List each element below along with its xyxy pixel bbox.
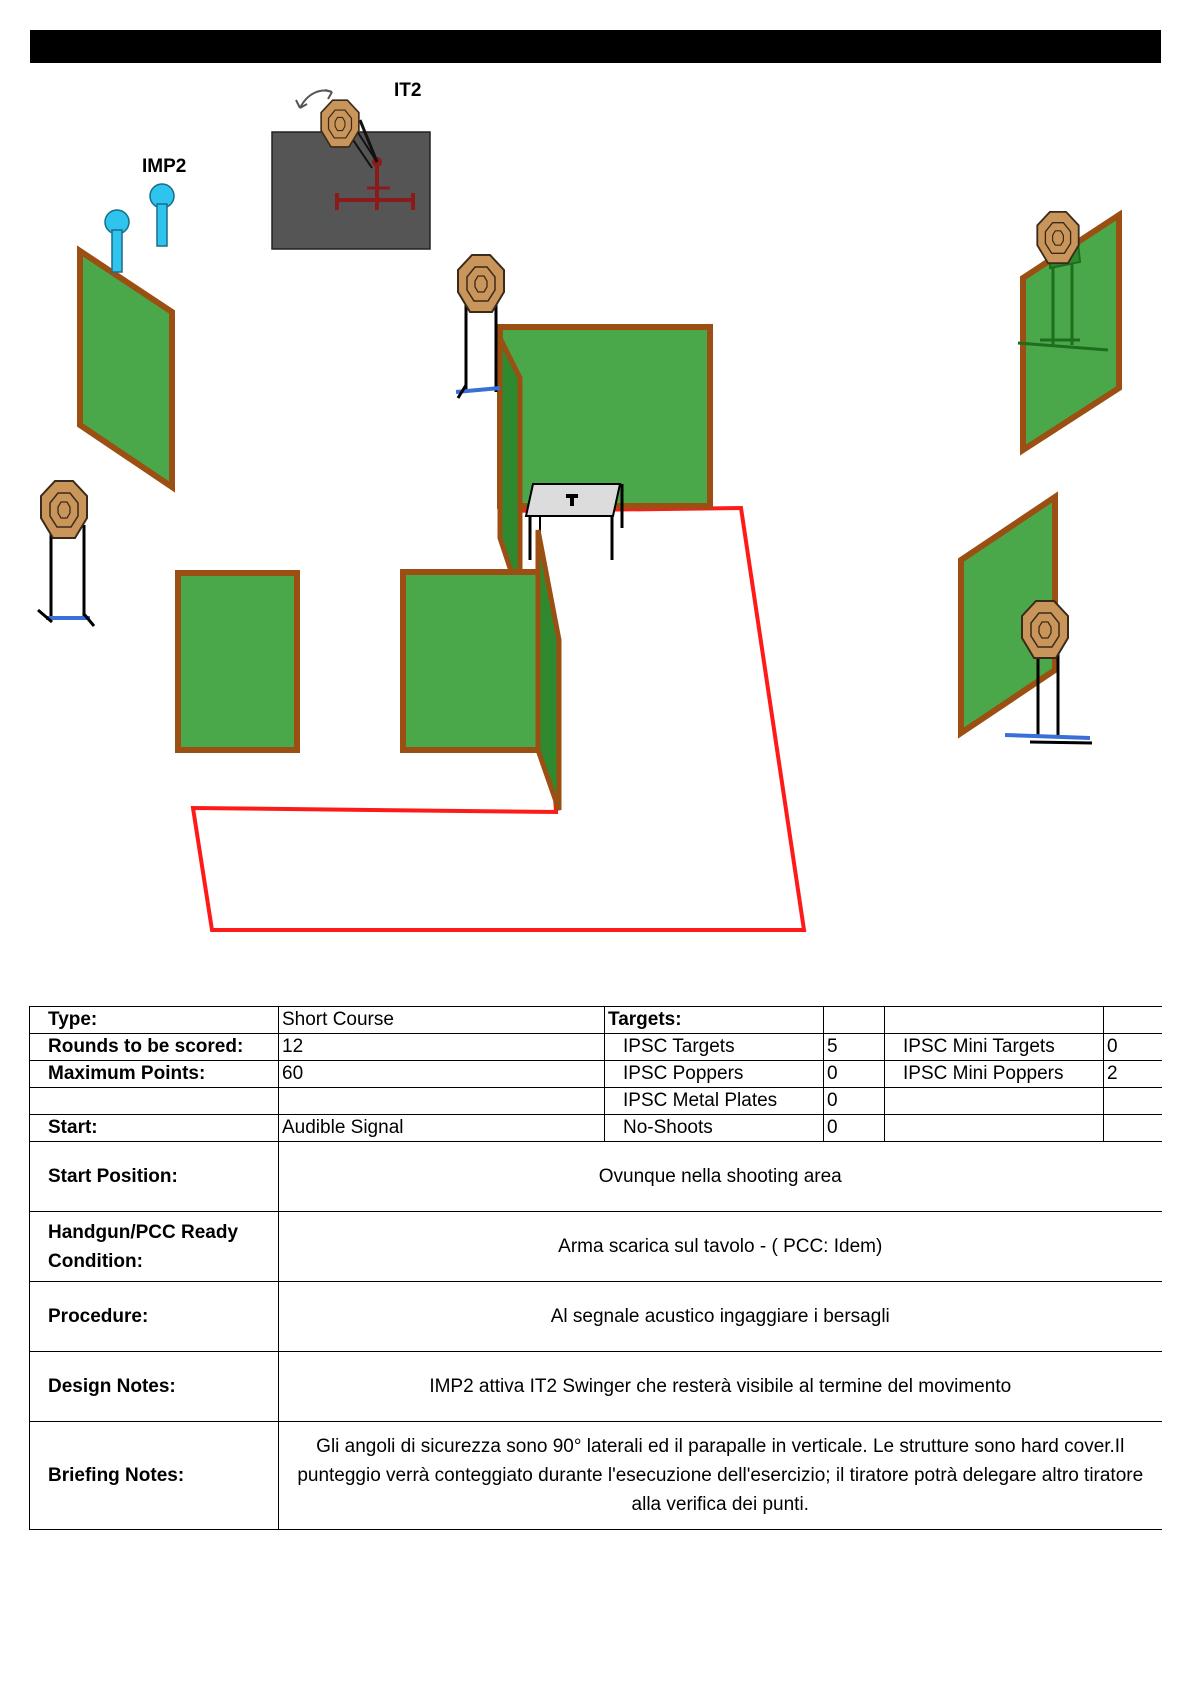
ipsc-targets-value: 5: [824, 1034, 885, 1061]
start-position-label: Start Position:: [30, 1142, 279, 1212]
imp2-mini-poppers: [105, 184, 174, 272]
mini-targets-label: IPSC Mini Targets: [885, 1034, 1104, 1061]
ipsc-poppers-value: 0: [824, 1061, 885, 1088]
ready-condition-value: Arma scarica sul tavolo - ( PCC: Idem): [279, 1212, 1162, 1282]
noshoots-label: No-Shoots: [605, 1115, 824, 1142]
maxpoints-value: 60: [279, 1061, 605, 1088]
cell-empty: [885, 1115, 1104, 1142]
ipsc-metal-value: 0: [824, 1088, 885, 1115]
design-notes-value: IMP2 attiva IT2 Swinger che resterà visibile al termine del movimento: [279, 1352, 1162, 1422]
ipsc-targets-label: IPSC Targets: [605, 1034, 824, 1061]
mini-targets-value: 0: [1104, 1034, 1162, 1061]
start-label: Start:: [30, 1115, 279, 1142]
cell-empty: [885, 1007, 1104, 1034]
label-it2: IT2: [394, 80, 422, 101]
targets-label: Targets:: [605, 1007, 824, 1034]
procedure-label: Procedure:: [30, 1282, 279, 1352]
wall-center-side: [500, 338, 520, 598]
procedure-value: Al segnale acustico ingaggiare i bersagli: [279, 1282, 1162, 1352]
rounds-value: 12: [279, 1034, 605, 1061]
mini-poppers-value: 2: [1104, 1061, 1162, 1088]
start-position-value: Ovunque nella shooting area: [279, 1142, 1162, 1212]
cell-empty: [1104, 1115, 1162, 1142]
rounds-label: Rounds to be scored:: [30, 1034, 279, 1061]
ready-condition-label: Handgun/PCC Ready Condition:: [30, 1212, 279, 1282]
cell-empty: [1104, 1088, 1162, 1115]
type-label: Type:: [30, 1007, 279, 1034]
cell-empty: [1104, 1007, 1162, 1034]
cell-empty: [885, 1088, 1104, 1115]
stage-info-table: [29, 1006, 1162, 1530]
cell-empty: [30, 1088, 279, 1115]
type-value: Short Course: [279, 1007, 605, 1034]
ipsc-poppers-label: IPSC Poppers: [605, 1061, 824, 1088]
maxpoints-label: Maximum Points:: [30, 1061, 279, 1088]
briefing-notes-value: Gli angoli di sicurezza sono 90° laterali ed il parapalle in verticale. Le strutture sono hard cover.Il punteggio verrà conteggiato durante l'esecuzione dell'esercizio; il tiratore potrà delegare altro tiratore alla verifica dei punti.: [279, 1422, 1162, 1530]
cell-empty: [279, 1088, 605, 1115]
wall-bottom-center: [403, 572, 545, 750]
wall-bottom-center-side: [538, 530, 559, 810]
briefing-notes-label: Briefing Notes:: [30, 1422, 279, 1530]
label-imp2: IMP2: [142, 156, 187, 177]
wall-center-back: [500, 327, 710, 506]
cell-empty: [824, 1007, 885, 1034]
design-notes-label: Design Notes:: [30, 1352, 279, 1422]
ipsc-target-center: [456, 255, 504, 398]
it2-swinger: [272, 90, 430, 249]
wall-bottom-left: [178, 573, 297, 750]
ipsc-target-left: [38, 481, 94, 626]
wall-left-angled: [80, 251, 172, 487]
ipsc-metal-label: IPSC Metal Plates: [605, 1088, 824, 1115]
start-value: Audible Signal: [279, 1115, 605, 1142]
mini-poppers-label: IPSC Mini Poppers: [885, 1061, 1104, 1088]
noshoots-value: 0: [824, 1115, 885, 1142]
